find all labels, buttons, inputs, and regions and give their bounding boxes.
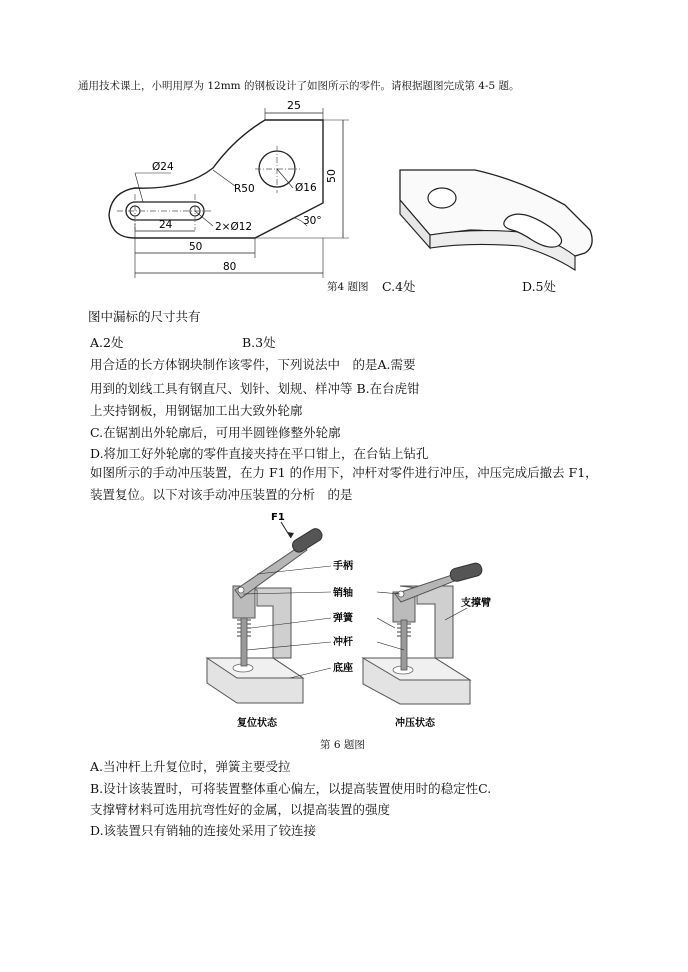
dim-angle: 30°: [303, 215, 322, 227]
label-rod: 冲杆: [333, 637, 353, 648]
dim-50-horizontal: 50: [189, 241, 203, 253]
label-handle: 手柄: [333, 561, 353, 572]
q5-emphasis: [340, 357, 353, 372]
q5-line-1: [90, 357, 416, 379]
dim-50-vertical: 50: [325, 169, 338, 183]
q4-option-d: D.5处: [522, 279, 557, 294]
q6-stem-2-a: 装置复位。以下对该手动冲压装置的分析: [90, 487, 316, 502]
fig4-caption: 第4 题图: [327, 281, 369, 293]
q6-stem-2-b: 的是: [327, 487, 353, 502]
figure-4-drawing: [95, 98, 365, 288]
label-f1: F1: [271, 512, 285, 523]
caption-reset: 复位状态: [237, 718, 277, 729]
dim-2xd12: 2×Ø12: [215, 221, 253, 233]
fig6-caption: 第 6 题图: [320, 739, 365, 751]
dim-80: 80: [223, 261, 237, 273]
q6-option-c: 支撑臂材料可选用抗弯性好的金属，以提高装置的强度: [90, 802, 391, 817]
figure-6-press: [195, 508, 500, 733]
label-spring: 弹簧: [333, 613, 353, 624]
q5-line-1-a: 用合适的长方体钢块制作该零件，下列说法中: [90, 357, 341, 372]
label-arm: 支撑臂: [461, 598, 491, 609]
q4-stem: 图中漏标的尺寸共有: [88, 309, 201, 324]
q6-option-b: B.设计该装置时，可将装置整体重心偏左，以提高装置使用时的稳定性C.: [90, 781, 492, 796]
q5-line-2: 用到的划线工具有钢直尺、划针、划规、样冲等 B.在台虎钳: [90, 381, 420, 396]
q5-line-1-b: 的是A.需要: [352, 357, 416, 372]
intro-text: 通用技术课上，小明用厚为 12mm 的钢板设计了如图所示的零件。请根据题图完成第 4-5 题。: [78, 80, 520, 92]
q4-option-c: C.4处: [382, 279, 416, 294]
dim-d24: Ø24: [152, 161, 174, 173]
dim-r50: R50: [234, 183, 255, 195]
q5-line-3: 上夹持钢板，用钢锯加工出大致外轮廓: [90, 403, 303, 418]
q6-stem-2: [90, 487, 353, 509]
press-pressed: [363, 562, 483, 704]
figure-4-isometric: [390, 160, 605, 275]
dim-24: 24: [159, 219, 173, 231]
q6-stem-1: 如图所示的手动冲压装置，在力 F1 的作用下，冲杆对零件进行冲压，冲压完成后撤去 F1，: [90, 465, 598, 480]
q4-option-a: A.2处: [90, 335, 124, 350]
q6-option-a: A.当冲杆上升复位时，弹簧主要受拉: [90, 759, 291, 774]
label-pin: 销轴: [333, 588, 353, 599]
dim-25: 25: [287, 99, 301, 112]
q5-line-5: D.将加工好外轮廓的零件直接夹持在平口钳上，在台钻上钻孔: [90, 446, 429, 461]
press-reset: [207, 526, 324, 703]
q4-option-b: B.3处: [242, 335, 276, 350]
dim-d16: Ø16: [295, 182, 317, 194]
label-base: 底座: [333, 663, 353, 674]
q6-option-d: D.该装置只有销轴的连接处采用了铰连接: [90, 823, 317, 838]
q5-line-4: C.在锯割出外轮廓后，可用半圆锉修整外轮廓: [90, 425, 341, 440]
caption-press: 冲压状态: [395, 718, 435, 729]
q6-emphasis: [315, 487, 328, 502]
